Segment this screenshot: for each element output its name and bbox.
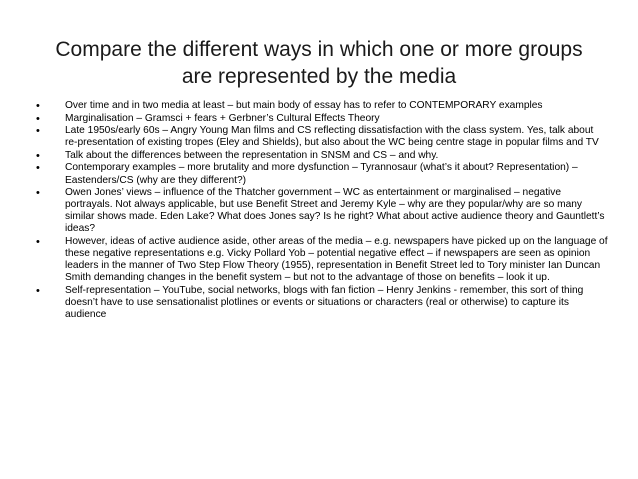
bullet-text: Self-representation – YouTube, social networks, blogs with fan fiction – Henry Jenkins - remember, this sort of thing doesn’t have to use sensationalist plotlines or events or situations or characters (real or otherwise) to capture its audience — [65, 284, 584, 321]
bullet-item — [36, 187, 608, 235]
bullet-text: Late 1950s/early 60s – Angry Young Man films and CS reflecting dissatisfaction with the class system. Yes, talk about re-presentation of existing tropes (Eley and Shields), but also about the WC being centre stage in popular films and TV — [65, 125, 599, 149]
slide-title: Compare the different ways in which one or more groups are represented by the media — [55, 38, 583, 88]
bullet-item — [36, 236, 608, 284]
bullet-text: Contemporary examples – more brutality and more dysfunction – Tyrannosaur (what’s it about? Representation) – Eastenders/CS (why are they different?) — [65, 162, 578, 186]
bullet-dot-icon: • — [36, 100, 40, 112]
bullet-item — [36, 150, 608, 162]
bullet-text: Marginalisation – Gramsci + fears + Gerbner’s Cultural Effects Theory — [65, 112, 380, 124]
bullet-text: However, ideas of active audience aside, other areas of the media – e.g. newspapers have picked up on the language of these negative representations e.g. Vicky Pollard Yob – potential negative effect – if newspapers are seen as opinion leaders in the manner of Two Step Flow Theory (1955), representation in Benefit Street led to Tory minister Ian Duncan Smith demanding changes in the benefit system – but not to the advantage of those on benefits – look it up. — [65, 236, 608, 284]
bullet-item — [36, 285, 608, 321]
bullet-item — [36, 125, 608, 149]
bullet-dot-icon: • — [36, 187, 40, 200]
bullet-dot-icon: • — [36, 162, 40, 175]
bullet-text: Talk about the differences between the representation in SNSM and CS – and why. — [65, 149, 439, 161]
bullet-text: Over time and in two media at least – but main body of essay has to refer to CONTEMPORARY examples — [65, 100, 543, 111]
bullet-dot-icon: • — [36, 125, 40, 138]
bullet-text: Owen Jones’ views – influence of the Thatcher government – WC as entertainment or marginalised – negative portrayals. Not always applicable, but use Benefit Street and Jeremy Kyle – why are they popular/why are so many similar shows made. Eden Lake? What does Jones say? Is he right? What about active audience theory and Gauntlett’s ideas? — [65, 187, 605, 235]
bullet-dot-icon: • — [36, 112, 40, 125]
bullet-dot-icon: • — [36, 236, 40, 249]
bullet-item — [36, 100, 608, 112]
bullet-list — [36, 100, 608, 322]
bullet-dot-icon: • — [36, 149, 40, 162]
bullet-dot-icon: • — [36, 284, 40, 297]
bullet-item — [36, 162, 608, 186]
bullet-item — [36, 113, 608, 125]
